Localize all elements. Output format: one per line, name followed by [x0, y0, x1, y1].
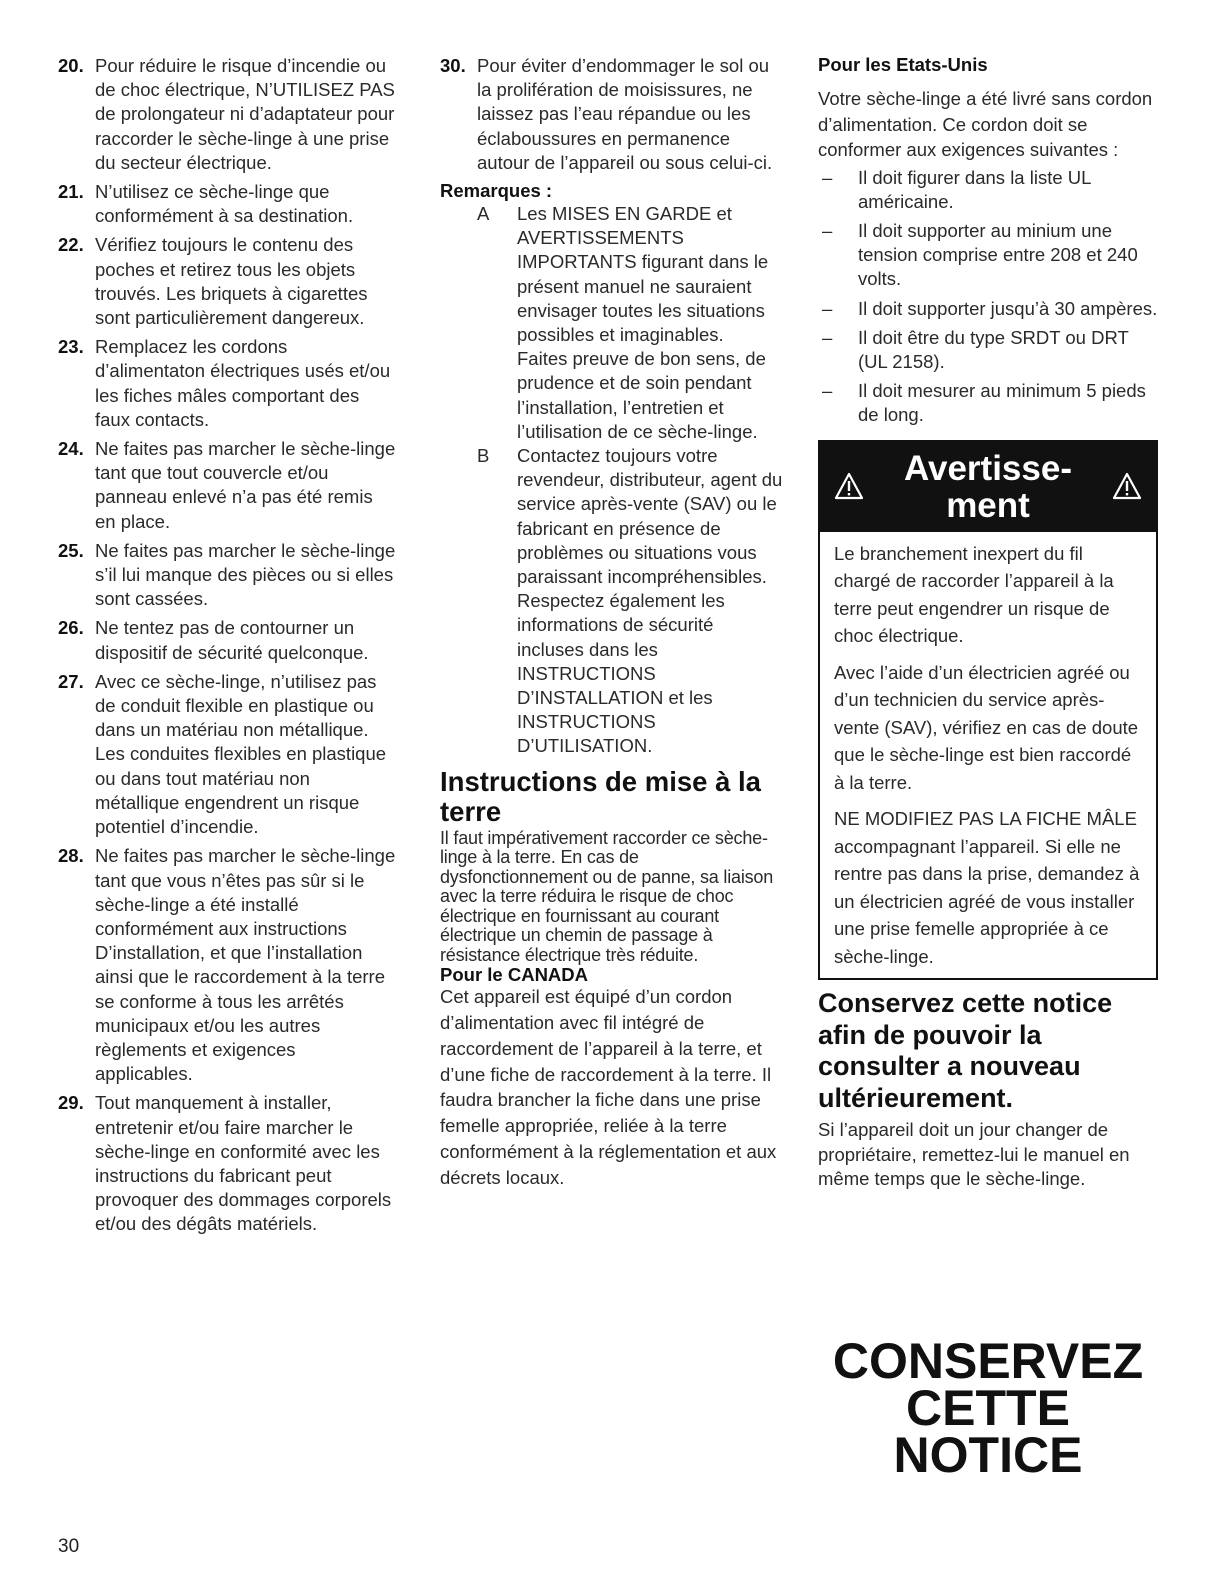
item-number: 25.	[58, 539, 84, 561]
safety-list-column-1	[58, 54, 398, 1242]
item-number: 27.	[58, 670, 84, 692]
warning-title: Avertisse- ment	[904, 448, 1072, 525]
item-text: Ne faites pas marcher le sèche-linge tant que tout couvercle et/ou panneau enlevé n’a pas été remis en place.	[95, 438, 396, 532]
grounding-text: Il faut impérativement raccorder ce sèche-linge à la terre. En cas de dysfonctionnement ou de panne, sa liaison avec la terre réduira le risque de choc électrique en fournissant au courant électrique un chemin de passage à résistance électrique très réduite.	[440, 827, 774, 965]
grounding-heading: Instructions de mise à la terre	[440, 765, 761, 827]
remarque-letter: A	[477, 203, 490, 225]
item-number: 22.	[58, 234, 84, 256]
item-text: Avec ce sèche-linge, n’utilisez pas de conduit flexible en plastique ou dans un matériau non métallique. Les conduites flexibles en plastique ou dans tout matériau non métallique engendrent un risque potentiel d’incendie.	[95, 670, 387, 838]
safety-item-29	[58, 1091, 398, 1236]
item-number: 30.	[440, 55, 466, 76]
warning-box	[818, 440, 1158, 981]
dash-bullet: –	[822, 297, 833, 319]
dash-bullet: –	[822, 166, 833, 188]
dash-bullet: –	[822, 326, 833, 348]
remarque-a	[440, 202, 785, 444]
us-heading: Pour les Etats-Unis	[818, 54, 988, 75]
keep-notice-heading: Conservez cette notice afin de pouvoir la consulter a nouveau ultérieurement.	[818, 988, 1113, 1113]
item-number: 21.	[58, 181, 84, 203]
safety-item-22	[58, 233, 398, 330]
warning-paragraph: Le branchement inexpert du fil chargé de raccorder l’appareil à la terre peut engendrer un risque de choc électrique.	[834, 542, 1114, 647]
warning-paragraph: NE MODIFIEZ PAS LA FICHE MÂLE accompagnant l’appareil. Si elle ne rentre pas dans la prise, demandez à un électricien agréé de vous installer une prise femelle appropriée à ce sèche-linge.	[834, 808, 1140, 967]
warning-triangle-icon	[1112, 472, 1142, 500]
banner-line: CETTE	[906, 1380, 1070, 1436]
item-number: 20.	[58, 55, 84, 76]
remarque-b	[440, 444, 785, 759]
item-text: Remplacez les cordons d’alimentaton électriques usés et/ou les fiches mâles comportant des faux contacts.	[95, 336, 391, 430]
requirement-item	[818, 326, 1160, 374]
content-column-3	[818, 54, 1160, 1192]
us-intro-text: Votre sèche-linge a été livré sans cordon d’alimentation. Ce cordon doit se conformer aux exigences suivantes :	[818, 88, 1153, 160]
safety-item-21	[58, 180, 398, 228]
safety-item-28	[58, 844, 398, 1086]
item-number: 23.	[58, 336, 84, 358]
banner-line: CONSERVEZ	[832, 1333, 1144, 1389]
safety-item-23	[58, 335, 398, 432]
warning-triangle-icon	[834, 472, 864, 500]
item-text: Tout manquement à installer, entretenir et/ou faire marcher le sèche-linge en conformité avec les instructions du fabricant peut provoquer des dommages corporels et/ou des dégâts matériels.	[95, 1092, 392, 1235]
safety-item-20	[58, 54, 398, 175]
warning-header	[820, 442, 1156, 532]
remarque-paragraph: Les MISES EN GARDE et AVERTISSEMENTS IMPORTANTS figurant dans le présent manuel ne sauraient envisager toutes les situations possibles et imaginables.	[517, 203, 769, 346]
requirement-item	[818, 379, 1160, 427]
conservez-cette-notice-banner	[818, 1333, 1158, 1483]
item-number: 28.	[58, 845, 84, 867]
page-number: 30	[58, 1536, 80, 1557]
safety-item-27	[58, 670, 398, 839]
canada-heading: Pour le CANADA	[440, 964, 589, 986]
requirement-text: Il doit figurer dans la liste UL américaine.	[858, 166, 1091, 212]
safety-item-24	[58, 437, 398, 534]
safety-item-30	[440, 54, 785, 175]
requirement-item	[818, 219, 1160, 292]
warning-paragraph: Avec l’aide d’un électricien agréé ou d’un technicien du service après-vente (SAV), vérifiez en cas de doute que le sèche-linge est bien raccordé à la terre.	[834, 661, 1139, 793]
remarque-paragraph: Faites preuve de bon sens, de prudence et de soin pendant l’installation, l’entretien et l’utilisation de ce sèche-linge.	[517, 348, 766, 442]
requirement-text: Il doit supporter jusqu’à 30 ampères.	[858, 297, 1158, 319]
requirement-item	[818, 166, 1160, 214]
item-text: N’utilisez ce sèche-linge que conformément à sa destination.	[95, 181, 354, 227]
keep-notice-text: Si l’appareil doit un jour changer de propriétaire, remettez-lui le manuel en même temps que le sèche-linge.	[818, 1119, 1130, 1190]
requirement-text: Il doit être du type SRDT ou DRT (UL 2158).	[858, 326, 1129, 372]
remarque-paragraph: Respectez également les informations de sécurité incluses dans les INSTRUCTIONS D’INSTALLATION et les INSTRUCTIONS D’UTILISATION.	[517, 590, 725, 757]
cord-requirements-list	[818, 166, 1160, 428]
item-text: Vérifiez toujours le contenu des poches et retirez tous les objets trouvés. Les briquets à cigarettes sont particulièrement dangereux.	[95, 234, 368, 329]
item-number: 29.	[58, 1092, 84, 1114]
item-text: Ne faites pas marcher le sèche-linge tant que vous n’êtes pas sûr si le sèche-linge a été installé conformément aux instructions D’installation, et que l’installation ainsi que le raccordement à la terre se conforme à tous les arrêtés municipaux et/ou les autres règlements et exigences applicables.	[95, 845, 396, 1085]
requirement-text: Il doit supporter au minium une tension comprise entre 208 et 240 volts.	[858, 219, 1138, 290]
item-number: 26.	[58, 617, 84, 639]
remarque-paragraph: Contactez toujours votre revendeur, distributeur, agent du service après-vente (SAV) ou le fabricant en présence de problèmes ou situations vous paraissant incompréhensibles.	[517, 445, 783, 588]
dash-bullet: –	[822, 219, 833, 241]
remarques-heading: Remarques :	[440, 180, 553, 202]
requirement-item	[818, 297, 1160, 321]
content-column-2	[440, 54, 785, 1191]
safety-item-25	[58, 539, 398, 612]
remarque-letter: B	[477, 445, 490, 467]
dash-bullet: –	[822, 380, 833, 402]
warning-body	[820, 532, 1156, 979]
item-text: Ne faites pas marcher le sèche-linge s’il lui manque des pièces ou si elles sont cassées.	[95, 539, 396, 610]
safety-item-26	[58, 616, 398, 664]
item-number: 24.	[58, 438, 84, 460]
item-text: Pour réduire le risque d’incendie ou de choc électrique, N’UTILISEZ PAS de prolongateur ni d’adaptateur pour raccorder le sèche-linge à une prise du secteur électrique.	[95, 55, 395, 173]
item-text: Pour éviter d’endommager le sol ou la prolifération de moisissures, ne laissez pas l’eau répandue ou les éclaboussures en permanence autour de l’appareil ou sous celui-ci.	[477, 55, 773, 173]
requirement-text: Il doit mesurer au minimum 5 pieds de long.	[858, 380, 1146, 426]
banner-line: NOTICE	[893, 1427, 1083, 1483]
item-text: Ne tentez pas de contourner un dispositif de sécurité quelconque.	[95, 617, 369, 663]
canada-text: Cet appareil est équipé d’un cordon d’alimentation avec fil intégré de raccordement de l’appareil à la terre, et d’une fiche de raccordement à la terre. Il faudra brancher la fiche dans une prise femelle appropriée, reliée à la terre conformément à la réglementation et aux décrets locaux.	[440, 986, 777, 1188]
